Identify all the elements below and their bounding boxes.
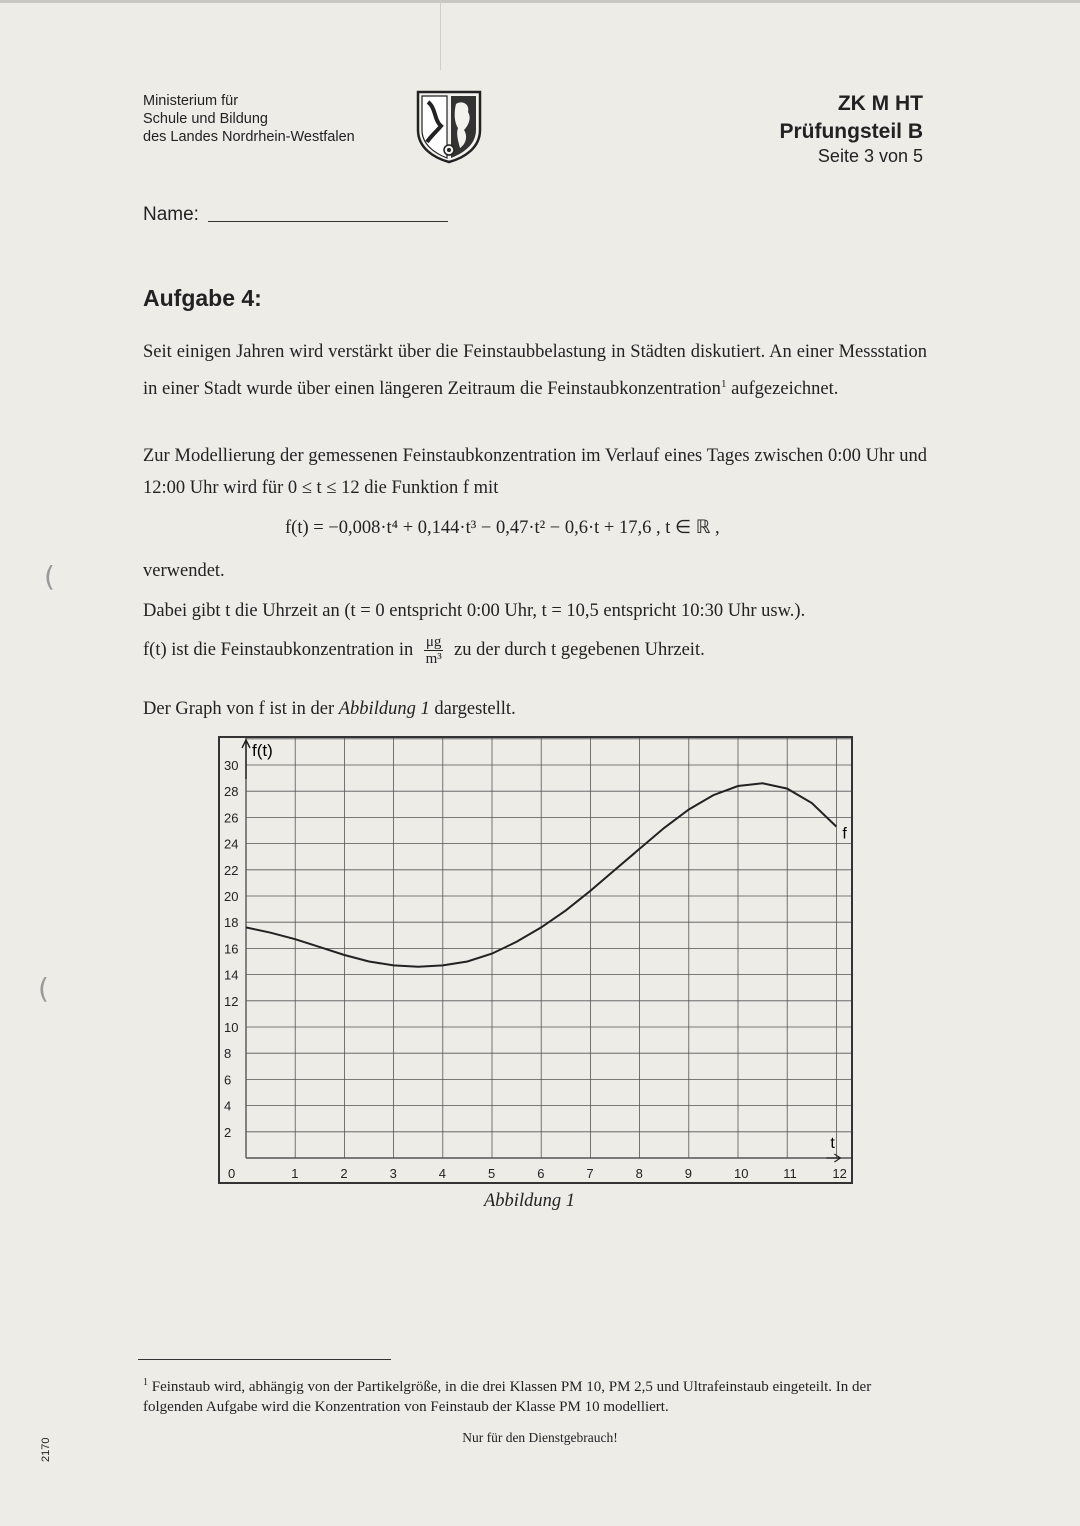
chart-ticks — [224, 740, 847, 1181]
y-tick-label: 22 — [224, 862, 239, 878]
x-tick-label: 8 — [635, 1166, 643, 1181]
used-text: verwendet. — [143, 561, 225, 581]
graph-sentence-end: dargestellt. — [434, 699, 516, 719]
y-axis-label: f(t) — [252, 741, 273, 760]
ministry-line-2: Schule und Bildung — [143, 111, 268, 127]
y-tick-label: 28 — [224, 784, 239, 800]
margin-number: 2170 — [40, 1437, 52, 1462]
footnote-divider — [138, 1359, 391, 1360]
y-tick-label: 18 — [224, 915, 239, 931]
page-indicator: Seite 3 von 5 — [817, 146, 923, 166]
unit-numerator: μg — [425, 634, 442, 650]
x-tick-label: 10 — [734, 1166, 749, 1181]
intro-text: Seit einigen Jahren wird verstärkt über die Feinstaubbelastung in Städten diskutiert. An einer Messstation in einer Stadt wurde über einen längeren Zeitraum die Feinstaubkonzentration — [143, 342, 927, 400]
nrw-coat-of-arms-icon — [414, 88, 484, 164]
y-tick-label: 6 — [224, 1072, 232, 1088]
exam-header — [779, 92, 923, 167]
x-tick-label: 2 — [340, 1166, 348, 1181]
exam-code: ZK M HT — [837, 92, 923, 115]
figure-reference: Abbildung 1 — [338, 699, 430, 719]
punch-mark: ( — [44, 560, 55, 593]
footnote — [143, 1373, 933, 1417]
y-tick-label: 2 — [224, 1124, 232, 1140]
x-tick-label: 0 — [228, 1166, 236, 1181]
x-axis-label: t — [830, 1135, 835, 1152]
y-axis-arrow — [242, 740, 250, 779]
footnote-ref: 1 — [720, 378, 727, 390]
y-tick-label: 20 — [224, 889, 239, 904]
x-tick-label: 6 — [537, 1166, 545, 1181]
graph-sentence-start: Der Graph von f ist in der — [143, 699, 335, 719]
graph-sentence — [143, 699, 516, 720]
exam-part: Prüfungsteil B — [779, 120, 923, 143]
x-axis-arrow — [826, 1154, 840, 1162]
name-label: Name: — [143, 204, 199, 225]
function-formula: f(t) = −0,008·t⁴ + 0,144·t³ − 0,47·t² − 0,6·t + 17,6 , t ∈ ℝ , — [285, 518, 720, 538]
x-tick-label: 11 — [783, 1166, 797, 1181]
y-tick-label: 12 — [224, 993, 239, 1009]
intro-paragraph — [143, 336, 927, 405]
y-tick-label: 26 — [224, 810, 239, 826]
y-tick-label: 30 — [224, 758, 239, 773]
y-tick-label: 14 — [224, 967, 239, 983]
footnote-mark: 1 — [143, 1377, 148, 1388]
ministry-line-1: Ministerium für — [143, 93, 239, 109]
series-label: f — [842, 825, 847, 843]
concentration-text: f(t) ist die Feinstaubkonzentration in — [143, 639, 414, 660]
x-tick-label: 7 — [586, 1166, 594, 1181]
unit-denominator: m³ — [425, 651, 442, 667]
y-tick-label: 8 — [224, 1046, 232, 1062]
chart-grid — [246, 738, 851, 1158]
concentration-definition — [143, 634, 705, 667]
punch-mark: ( — [38, 972, 49, 1005]
x-tick-label: 4 — [438, 1166, 447, 1181]
concentration-text-end: zu der durch t gegebenen Uhrzeit. — [454, 639, 705, 660]
unit-fraction — [424, 634, 444, 667]
name-field[interactable] — [208, 221, 448, 222]
ministry-line-3: des Landes Nordrhein-Westfalen — [143, 129, 355, 145]
service-note: Nur für den Dienstgebrauch! — [462, 1430, 618, 1445]
ministry-name — [143, 92, 355, 146]
intro-text-end: aufgezeichnet. — [731, 379, 839, 400]
x-tick-label: 1 — [291, 1166, 299, 1181]
x-tick-label: 9 — [684, 1166, 693, 1181]
model-paragraph: Zur Modellierung der gemessenen Feinstaubkonzentration im Verlauf eines Tages zwischen 0:00 Uhr und 12:00 Uhr wird für 0 ≤ t ≤ 12 die Funktion f mit — [143, 446, 927, 498]
x-tick-label: 12 — [832, 1166, 847, 1181]
y-tick-label: 4 — [224, 1098, 232, 1114]
y-tick-label: 10 — [224, 1020, 239, 1035]
top-border — [0, 0, 1080, 3]
task-title: Aufgabe 4: — [143, 285, 262, 311]
y-tick-label: 24 — [224, 836, 239, 852]
time-definition: Dabei gibt t die Uhrzeit an (t = 0 entspricht 0:00 Uhr, t = 10,5 entspricht 10:30 Uhr usw.). — [143, 601, 806, 621]
x-tick-label: 3 — [389, 1166, 397, 1181]
figure-caption: Abbildung 1 — [484, 1191, 575, 1211]
fold-line — [440, 0, 441, 70]
chart-frame — [219, 737, 852, 1183]
y-tick-label: 16 — [224, 941, 239, 957]
footnote-text: Feinstaub wird, abhängig von der Partikelgröße, in die drei Klassen PM 10, PM 2,5 und Ultrafeinstaub eingeteilt. In der folgenden Aufgabe wird die Konzentration von Feinstaub der Klasse PM 10 modelliert. — [143, 1379, 872, 1415]
figure-chart — [218, 736, 854, 1186]
x-tick-label: 5 — [488, 1166, 496, 1181]
